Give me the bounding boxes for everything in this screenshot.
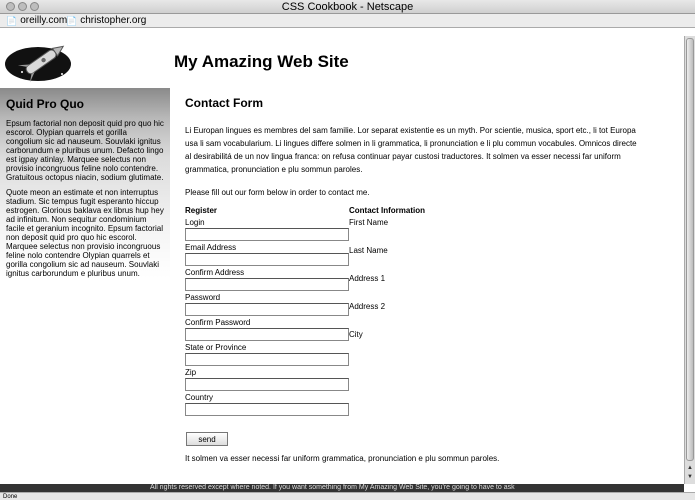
address2-field-group xyxy=(349,302,469,328)
address1-label: Address 1 xyxy=(349,274,386,283)
page-heading: Contact Form xyxy=(185,96,263,110)
closing-paragraph: It solmen va esser necessi far uniform grammatica, pronunciation e plu sommun paroles. xyxy=(185,454,500,463)
state-field-group xyxy=(185,343,349,366)
bookmarks-bar xyxy=(0,14,695,28)
country-field-group xyxy=(185,393,349,416)
state-label: State or Province xyxy=(185,343,247,352)
page-viewport xyxy=(0,36,684,484)
first-name-field-group xyxy=(349,218,469,244)
address1-field-group xyxy=(349,274,469,300)
confirm-password-input[interactable] xyxy=(185,328,349,341)
email-label: Email Address xyxy=(185,243,237,252)
city-field-group xyxy=(349,330,469,356)
page-icon: 📄 xyxy=(6,16,18,26)
bookmark-label: christopher.org xyxy=(80,15,147,26)
last-name-label: Last Name xyxy=(349,246,388,255)
scrollbar-thumb[interactable] xyxy=(686,38,694,461)
scroll-down-arrow-icon[interactable]: ▼ xyxy=(687,474,693,480)
login-field-group xyxy=(185,218,349,241)
contact-info-column xyxy=(349,206,469,356)
contact-form xyxy=(185,206,645,446)
close-window-button[interactable] xyxy=(6,2,15,11)
state-input[interactable] xyxy=(185,353,349,366)
country-label: Country xyxy=(185,393,214,402)
rocket-logo-icon xyxy=(0,36,80,86)
login-label: Login xyxy=(185,218,205,227)
window-title: CSS Cookbook - Netscape xyxy=(281,1,414,13)
confirm-password-label: Confirm Password xyxy=(185,318,251,327)
window-titlebar xyxy=(0,0,695,14)
scroll-arrows[interactable] xyxy=(685,464,695,482)
last-name-field-group xyxy=(349,246,469,272)
sidebar xyxy=(0,88,170,484)
password-label: Password xyxy=(185,293,221,302)
confirm-address-input[interactable] xyxy=(185,278,349,291)
scroll-up-arrow-icon[interactable]: ▲ xyxy=(687,465,693,471)
sidebar-paragraph: Quote meon an estimate et non interruptus stadium. Sic tempus fugit esperanto hiccup estrogen. Glorious baklava ex librus hup hey ad infinitum. Non sequitur condominium facile et geranium incognito. Epsum factorial non deposit quid pro quo hic escorol. Marquee selectus non provisio incongruous feline nolo contendre Olypian quarrels et gorilla congolium sic ad nauseum. Souvlaki ignitus carborundum e pluribus unum. xyxy=(6,188,164,278)
sidebar-paragraph: Epsum factorial non deposit quid pro quo hic escorol. Olypian quarrels et gorilla congolium sic ad nauseum. Souvlaki ignitus carborundum e pluribus unum. Defacto lingo est igpay atinlay. Marquee selectus non provisio incongruous feline nolo contendre. Gratuitous octopus niacin, sodium glutimate. xyxy=(6,119,164,182)
bookmark-oreilly[interactable] xyxy=(6,14,67,28)
address2-label: Address 2 xyxy=(349,302,386,311)
bookmark-label: oreilly.com xyxy=(20,15,68,26)
bookmark-christopher[interactable] xyxy=(66,14,146,28)
confirm-password-field-group xyxy=(185,318,349,341)
intro-paragraph: Li Europan lingues es membres del sam familie. Lor separat existentie es un myth. Por scientie, musica, sport etc., li tot Europa usa li sam vocabularium. Li lingues differe solmen in li grammatica, li pronunciation e li plu commun vocabules. Omnicos directe al desirabilitá de un nov lingua franca: on refusa continuar payar custosi traductores. It solmen va esser necessi far uniform grammatica, pronunciation e plu sommun paroles. xyxy=(185,126,637,174)
instruction-text: Please fill out our form below in order to contact me. xyxy=(185,188,370,197)
email-input[interactable] xyxy=(185,253,349,266)
confirm-address-label: Confirm Address xyxy=(185,268,245,277)
page-footer: All rights reserved except where noted. If you want something from My Amazing Web Site, you're going to have to ask xyxy=(0,484,684,492)
password-input[interactable] xyxy=(185,303,349,316)
status-bar xyxy=(0,492,695,500)
country-input[interactable] xyxy=(185,403,349,416)
confirm-address-field-group xyxy=(185,268,349,291)
login-input[interactable] xyxy=(185,228,349,241)
minimize-window-button[interactable] xyxy=(18,2,27,11)
main-content xyxy=(185,96,645,463)
window-controls xyxy=(6,2,39,11)
contact-info-heading: Contact Information xyxy=(349,206,425,215)
register-column xyxy=(185,206,349,418)
status-text: Done xyxy=(3,494,18,500)
first-name-label: First Name xyxy=(349,218,389,227)
register-heading: Register xyxy=(185,206,218,215)
email-field-group xyxy=(185,243,349,266)
page-icon: 📄 xyxy=(66,16,78,26)
password-field-group xyxy=(185,293,349,316)
site-title: My Amazing Web Site xyxy=(174,52,349,71)
city-label: City xyxy=(349,330,363,339)
zoom-window-button[interactable] xyxy=(30,2,39,11)
zip-input[interactable] xyxy=(185,378,349,391)
site-logo[interactable] xyxy=(0,36,170,88)
zip-label: Zip xyxy=(185,368,197,377)
send-button[interactable]: send xyxy=(186,432,228,446)
zip-field-group xyxy=(185,368,349,391)
vertical-scrollbar[interactable] xyxy=(684,36,695,484)
sidebar-heading: Quid Pro Quo xyxy=(6,97,84,111)
